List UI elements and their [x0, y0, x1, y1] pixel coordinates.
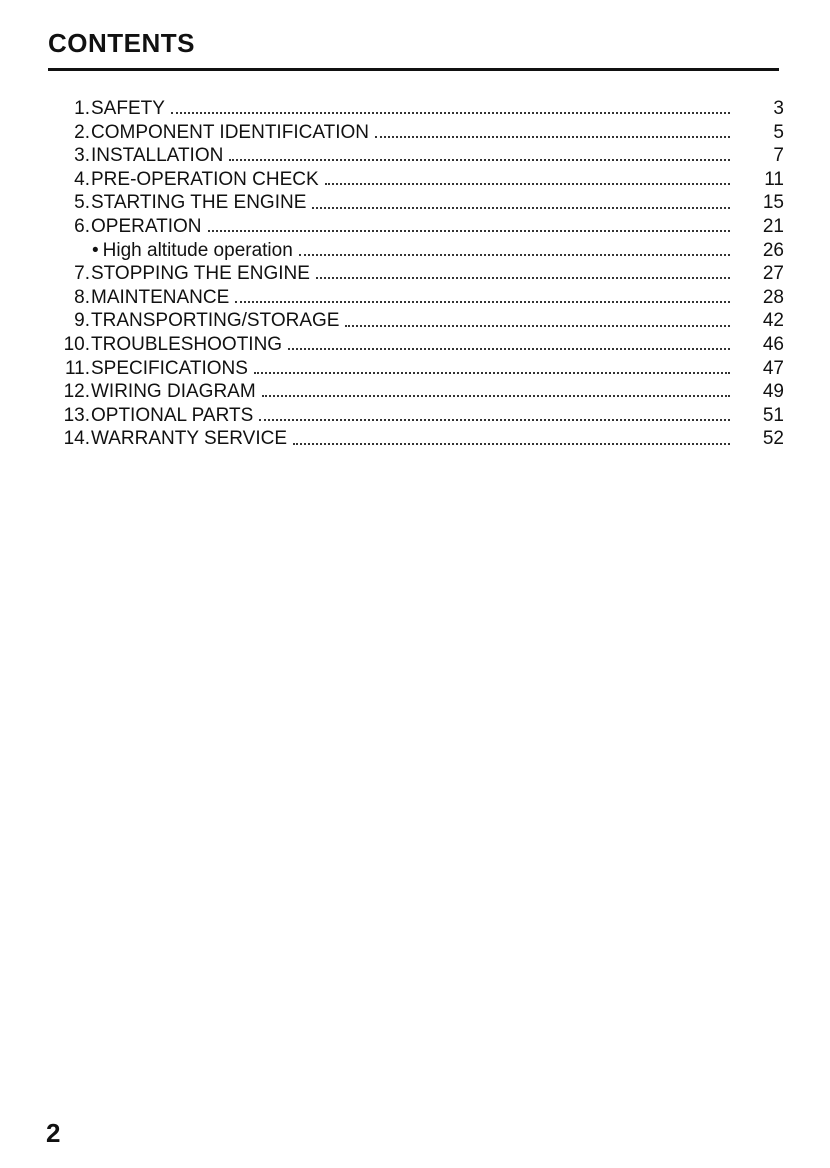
toc-entry-title: TROUBLESHOOTING	[91, 333, 283, 355]
toc-entry-title: OPTIONAL PARTS	[91, 404, 254, 426]
toc-entry[interactable]	[46, 333, 786, 357]
dot-leader	[375, 136, 730, 138]
toc-entry-title: SPECIFICATIONS	[91, 357, 248, 379]
toc-entry[interactable]	[46, 215, 786, 239]
toc-entry-number: 13.	[63, 404, 90, 426]
bullet-icon: •	[92, 239, 99, 261]
toc-entry-number: 5.	[74, 192, 90, 214]
toc-entry[interactable]	[46, 357, 786, 381]
toc-entry[interactable]	[46, 286, 786, 310]
dot-leader	[229, 159, 730, 161]
dot-leader	[312, 207, 730, 209]
toc-entry-title: SAFETY	[91, 98, 165, 119]
toc-entry[interactable]	[46, 97, 786, 121]
toc-entry-number: 2.	[74, 121, 90, 143]
toc-entry-page: 49	[762, 381, 784, 403]
toc-entry-title: PRE-OPERATION CHECK	[91, 168, 319, 190]
toc-entry-page: 28	[762, 286, 784, 308]
dot-leader	[325, 183, 730, 185]
toc-entry-page: 3	[773, 98, 784, 119]
dot-leader	[316, 277, 730, 279]
toc-entry-title: WARRANTY SERVICE	[91, 428, 288, 450]
toc-entry-number: 7.	[74, 263, 90, 285]
toc-entry-page: 7	[773, 145, 784, 167]
toc-entry-number: 9.	[74, 310, 90, 332]
dot-leader	[293, 443, 730, 445]
toc-entry[interactable]	[46, 262, 786, 286]
toc-entry-page: 21	[762, 215, 784, 237]
toc-entry-page: 15	[762, 192, 784, 214]
toc-entry[interactable]	[46, 427, 786, 451]
dot-leader	[262, 395, 730, 397]
toc-entry-page: 5	[773, 121, 784, 143]
toc-entry[interactable]	[46, 168, 786, 192]
toc-entry-page: 26	[762, 239, 784, 261]
page-number: 2	[46, 1118, 61, 1148]
dot-leader	[288, 348, 730, 350]
page-title: CONTENTS	[48, 28, 195, 58]
toc-subentry[interactable]	[46, 239, 786, 263]
toc-entry-number: 11.	[64, 357, 90, 379]
toc-entry[interactable]	[46, 121, 786, 145]
toc-subentry-title: High altitude operation	[102, 239, 293, 261]
toc-entry-page: 51	[762, 404, 784, 426]
toc-entry-title: TRANSPORTING/STORAGE	[91, 310, 340, 332]
toc-entry-page: 11	[764, 168, 784, 190]
dot-leader	[345, 325, 730, 327]
toc-entry-page: 52	[762, 428, 784, 450]
toc-entry-number: 1.	[74, 98, 90, 119]
table-of-contents	[46, 97, 786, 451]
toc-entry-title: STARTING THE ENGINE	[91, 192, 307, 214]
dot-leader	[235, 301, 730, 303]
toc-entry-title: WIRING DIAGRAM	[91, 381, 256, 403]
toc-entry-number: 14.	[63, 428, 90, 450]
toc-entry-number: 8.	[74, 286, 90, 308]
toc-entry-number: 4.	[74, 168, 90, 190]
toc-entry-page: 46	[762, 333, 784, 355]
dot-leader	[254, 372, 730, 374]
title-rule	[48, 68, 779, 71]
toc-entry-number: 12.	[63, 381, 90, 403]
toc-entry-number: 10.	[63, 333, 90, 355]
toc-entry-title: COMPONENT IDENTIFICATION	[91, 121, 369, 143]
toc-entry[interactable]	[46, 309, 786, 333]
toc-entry-page: 42	[762, 310, 784, 332]
dot-leader	[171, 112, 730, 114]
toc-entry[interactable]	[46, 191, 786, 215]
dot-leader	[299, 254, 730, 256]
toc-entry-title: MAINTENANCE	[91, 286, 230, 308]
toc-entry[interactable]	[46, 404, 786, 428]
toc-entry[interactable]	[46, 380, 786, 404]
toc-entry-number: 3.	[74, 145, 90, 167]
toc-entry-page: 47	[762, 357, 784, 379]
toc-entry-number: 6.	[74, 215, 90, 237]
toc-entry-title: OPERATION	[91, 215, 202, 237]
toc-entry[interactable]	[46, 144, 786, 168]
dot-leader	[208, 230, 731, 232]
toc-entry-title: INSTALLATION	[91, 145, 224, 167]
dot-leader	[259, 419, 730, 421]
toc-entry-page: 27	[762, 263, 784, 285]
toc-entry-title: STOPPING THE ENGINE	[91, 263, 310, 285]
